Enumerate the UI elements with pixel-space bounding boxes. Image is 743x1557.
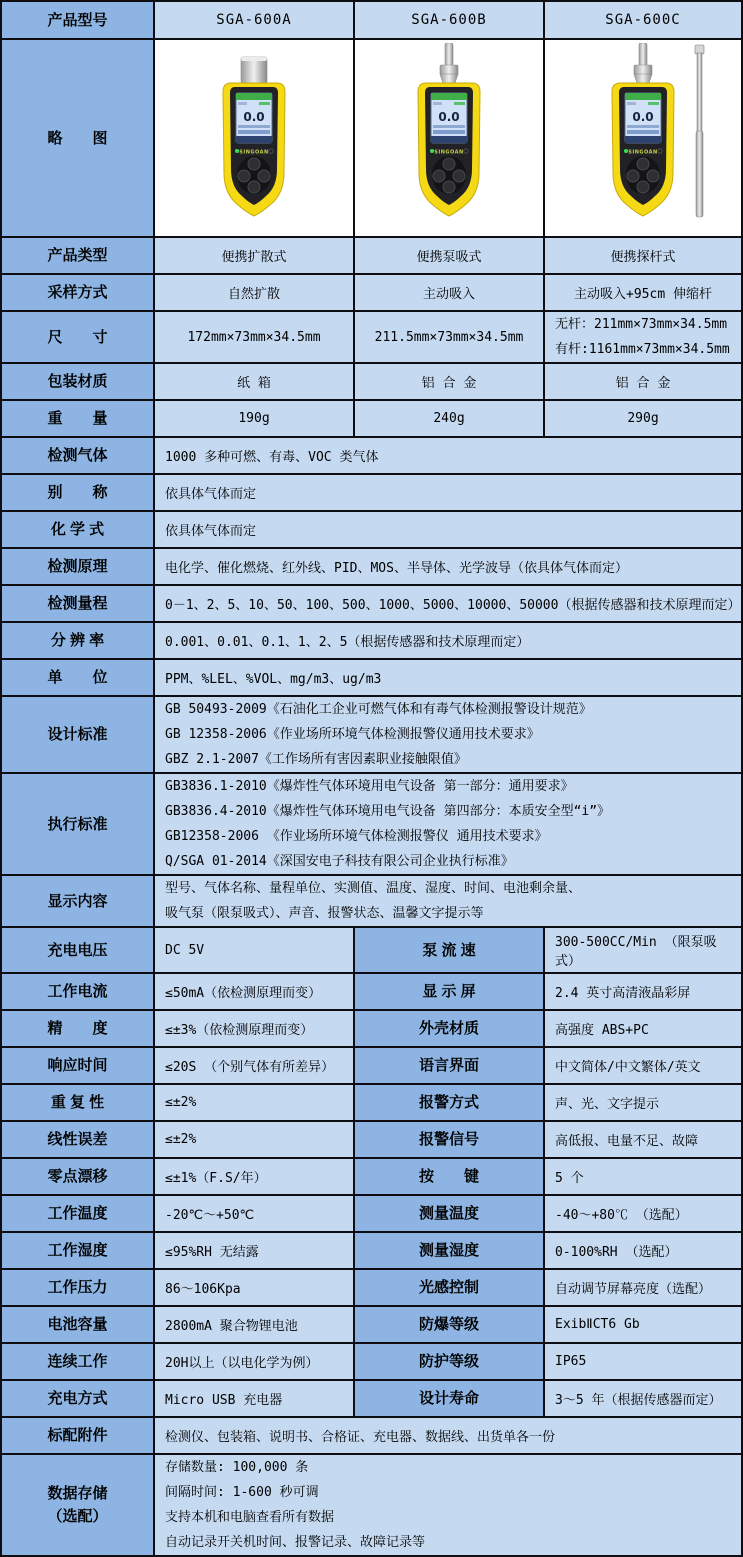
device-image-sga600a: [155, 40, 355, 238]
spec-value-col-a: 纸 箱: [155, 364, 355, 401]
spec-label: 产品类型: [2, 238, 155, 275]
spec-value-right: 5 个: [545, 1159, 743, 1196]
spec-value: 型号、气体名称、量程单位、实测值、温度、湿度、时间、电池剩余量、 吸气泵（限泵吸式）、声音、报警状态、温馨文字提示等: [155, 876, 743, 928]
full-width-spec-rows: [2, 438, 743, 928]
table-row: [2, 928, 743, 974]
table-row: [2, 1196, 743, 1233]
spec-value-right: 高强度 ABS+PC: [545, 1011, 743, 1048]
header-row: [2, 2, 743, 40]
gas-detector-illustration: [563, 43, 723, 233]
model-name-sga600b: SGA-600B: [355, 2, 545, 40]
spec-value-col-c: 无杆：211mm×73mm×34.5mm 有杆:1161mm×73mm×34.5mm: [545, 312, 743, 364]
spec-value-col-b: 240g: [355, 401, 545, 438]
spec-value: 依具体气体而定: [155, 475, 743, 512]
spec-label-left: 工作温度: [2, 1196, 155, 1233]
spec-label: 重 量: [2, 401, 155, 438]
spec-value-right: -40～+80℃ （选配）: [545, 1196, 743, 1233]
gas-detector-illustration: [174, 43, 334, 233]
spec-value-col-a: 便携扩散式: [155, 238, 355, 275]
table-row: [2, 1048, 743, 1085]
spec-value: 电化学、催化燃烧、红外线、PID、MOS、半导体、光学波导（依具体气体而定）: [155, 549, 743, 586]
sketch-row: [2, 40, 743, 238]
spec-value: 依具体气体而定: [155, 512, 743, 549]
table-row: [2, 401, 743, 438]
spec-label-left: 精 度: [2, 1011, 155, 1048]
table-row: [2, 1381, 743, 1418]
device-image-sga600c: [545, 40, 743, 238]
spec-value: 0－1、2、5、10、50、100、500、1000、5000、10000、50000（根据传感器和技术原理而定）: [155, 586, 743, 623]
spec-value: 1000 多种可燃、有毒、VOC 类气体: [155, 438, 743, 475]
table-row: [2, 1233, 743, 1270]
spec-label-right: 测量温度: [355, 1196, 545, 1233]
spec-label: 包装材质: [2, 364, 155, 401]
table-row: [2, 1307, 743, 1344]
table-row: [2, 364, 743, 401]
spec-value-col-a: 172mm×73mm×34.5mm: [155, 312, 355, 364]
spec-value-left: 2800mA 聚合物锂电池: [155, 1307, 355, 1344]
spec-value-left: ≤±2%: [155, 1122, 355, 1159]
spec-value-left: ≤±2%: [155, 1085, 355, 1122]
spec-value-left: 86～106Kpa: [155, 1270, 355, 1307]
spec-value-right: 声、光、文字提示: [545, 1085, 743, 1122]
table-row: [2, 312, 743, 364]
spec-value: PPM、%LEL、%VOL、mg/m3、ug/m3: [155, 660, 743, 697]
table-row: [2, 876, 743, 928]
spec-value-left: ≤95%RH 无结露: [155, 1233, 355, 1270]
spec-value-col-c: 铝 合 金: [545, 364, 743, 401]
spec-label-left: 响应时间: [2, 1048, 155, 1085]
spec-label-right: 按 键: [355, 1159, 545, 1196]
table-row: [2, 774, 743, 876]
spec-label-right: 报警方式: [355, 1085, 545, 1122]
spec-value-left: ≤50mA（依检测原理而变）: [155, 974, 355, 1011]
spec-label-left: 充电方式: [2, 1381, 155, 1418]
bottom-spec-rows: [2, 1418, 743, 1557]
spec-label-right: 语言界面: [355, 1048, 545, 1085]
spec-label: 检测气体: [2, 438, 155, 475]
spec-value-col-c: 主动吸入+95cm 伸缩杆: [545, 275, 743, 312]
spec-label-left: 工作湿度: [2, 1233, 155, 1270]
spec-value-col-b: 主动吸入: [355, 275, 545, 312]
svg-text:SINGOAN: SINGOAN: [434, 149, 464, 156]
spec-label-right: 报警信号: [355, 1122, 545, 1159]
spec-value-col-b: 211.5mm×73mm×34.5mm: [355, 312, 545, 364]
table-row: [2, 549, 743, 586]
spec-label-right: 外壳材质: [355, 1011, 545, 1048]
spec-label-left: 连续工作: [2, 1344, 155, 1381]
table-row: [2, 1011, 743, 1048]
table-row: [2, 623, 743, 660]
spec-value-left: -20℃～+50℃: [155, 1196, 355, 1233]
spec-value-right: ExibⅡCT6 Gb: [545, 1307, 743, 1344]
spec-label: 数据存储 （选配）: [2, 1455, 155, 1557]
spec-label-right: 泵 流 速: [355, 928, 545, 974]
spec-value: 检测仪、包装箱、说明书、合格证、充电器、数据线、出货单各一份: [155, 1418, 743, 1455]
spec-label-left: 零点漂移: [2, 1159, 155, 1196]
spec-value-col-b: 便携泵吸式: [355, 238, 545, 275]
spec-label-left: 充电电压: [2, 928, 155, 974]
spec-value-left: DC 5V: [155, 928, 355, 974]
spec-value-right: 300-500CC/Min （限泵吸式）: [545, 928, 743, 974]
spec-value-col-a: 190g: [155, 401, 355, 438]
table-row: [2, 1418, 743, 1455]
svg-text:0.0: 0.0: [438, 110, 460, 124]
spec-value-left: Micro USB 充电器: [155, 1381, 355, 1418]
spec-value: GB3836.1-2010《爆炸性气体环境用电气设备 第一部分：通用要求》 GB3836.4-2010《爆炸性气体环境用电气设备 第四部分：本质安全型“i”》 GB12358-2006 《作业场所环境气体检测报警仪 通用技术要求》 Q/SGA 01-2014《深国安电子科技有限公司企业执行标准》: [155, 774, 743, 876]
spec-label-right: 测量湿度: [355, 1233, 545, 1270]
spec-label: 尺 寸: [2, 312, 155, 364]
spec-value-left: ≤20S （个别气体有所差异）: [155, 1048, 355, 1085]
table-row: [2, 1344, 743, 1381]
svg-text:0.0: 0.0: [243, 110, 265, 124]
gas-detector-illustration: [369, 43, 529, 233]
spec-label-left: 工作压力: [2, 1270, 155, 1307]
spec-label: 标配附件: [2, 1418, 155, 1455]
spec-label-right: 光感控制: [355, 1270, 545, 1307]
spec-label: 采样方式: [2, 275, 155, 312]
table-row: [2, 1159, 743, 1196]
spec-label: 执行标准: [2, 774, 155, 876]
spec-value-left: ≤±1%（F.S/年）: [155, 1159, 355, 1196]
spec-value-right: 中文简体/中文繁体/英文: [545, 1048, 743, 1085]
spec-value-right: 0-100%RH （选配）: [545, 1233, 743, 1270]
spec-value-right: 2.4 英寸高清液晶彩屏: [545, 974, 743, 1011]
spec-label: 别 称: [2, 475, 155, 512]
table-row: [2, 275, 743, 312]
table-row: [2, 697, 743, 774]
sketch-label: 略 图: [2, 40, 155, 238]
spec-value-col-a: 自然扩散: [155, 275, 355, 312]
spec-value: 存储数量: 100,000 条 间隔时间: 1-600 秒可调 支持本机和电脑查看所有数据 自动记录开关机时间、报警记录、故障记录等: [155, 1455, 743, 1557]
table-row: [2, 1085, 743, 1122]
table-row: [2, 238, 743, 275]
svg-text:0.0: 0.0: [632, 110, 654, 124]
spec-label: 检测原理: [2, 549, 155, 586]
model-name-sga600c: SGA-600C: [545, 2, 743, 40]
spec-value-col-c: 便携探杆式: [545, 238, 743, 275]
spec-value-col-c: 290g: [545, 401, 743, 438]
spec-label-right: 设计寿命: [355, 1381, 545, 1418]
table-row: [2, 660, 743, 697]
spec-label-right: 显 示 屏: [355, 974, 545, 1011]
spec-label: 检测量程: [2, 586, 155, 623]
table-row: [2, 438, 743, 475]
table-row: [2, 586, 743, 623]
table-row: [2, 1270, 743, 1307]
spec-label: 显示内容: [2, 876, 155, 928]
svg-text:SINGOAN: SINGOAN: [628, 149, 658, 156]
model-name-sga600a: SGA-600A: [155, 2, 355, 40]
spec-label: 化 学 式: [2, 512, 155, 549]
spec-label-left: 电池容量: [2, 1307, 155, 1344]
spec-label: 分 辨 率: [2, 623, 155, 660]
table-row: [2, 974, 743, 1011]
spec-value: GB 50493-2009《石油化工企业可燃气体和有毒气体检测报警设计规范》 GB 12358-2006《作业场所环境气体检测报警仪通用技术要求》 GBZ 2.1-2007《工作场所有害因素职业接触限值》: [155, 697, 743, 774]
spec-value-left: 20H以上（以电化学为例）: [155, 1344, 355, 1381]
spec-value-right: 3～5 年（根据传感器而定）: [545, 1381, 743, 1418]
spec-label-right: 防爆等级: [355, 1307, 545, 1344]
svg-text:SINGOAN: SINGOAN: [239, 149, 269, 156]
spec-value-right: IP65: [545, 1344, 743, 1381]
spec-value-right: 自动调节屏幕亮度（选配）: [545, 1270, 743, 1307]
spec-label: 单 位: [2, 660, 155, 697]
spec-label: 设计标准: [2, 697, 155, 774]
spec-label-left: 重 复 性: [2, 1085, 155, 1122]
table-row: [2, 475, 743, 512]
table-row: [2, 512, 743, 549]
spec-value-left: ≤±3%（依检测原理而变）: [155, 1011, 355, 1048]
device-image-sga600b: [355, 40, 545, 238]
spec-value-col-b: 铝 合 金: [355, 364, 545, 401]
three-column-spec-rows: [2, 238, 743, 438]
header-label: 产品型号: [2, 2, 155, 40]
spec-label-left: 工作电流: [2, 974, 155, 1011]
spec-label-left: 线性误差: [2, 1122, 155, 1159]
spec-value: 0.001、0.01、0.1、1、2、5（根据传感器和技术原理而定）: [155, 623, 743, 660]
spec-value-right: 高低报、电量不足、故障: [545, 1122, 743, 1159]
spec-label-right: 防护等级: [355, 1344, 545, 1381]
four-column-spec-rows: [2, 928, 743, 1418]
table-row: [2, 1122, 743, 1159]
